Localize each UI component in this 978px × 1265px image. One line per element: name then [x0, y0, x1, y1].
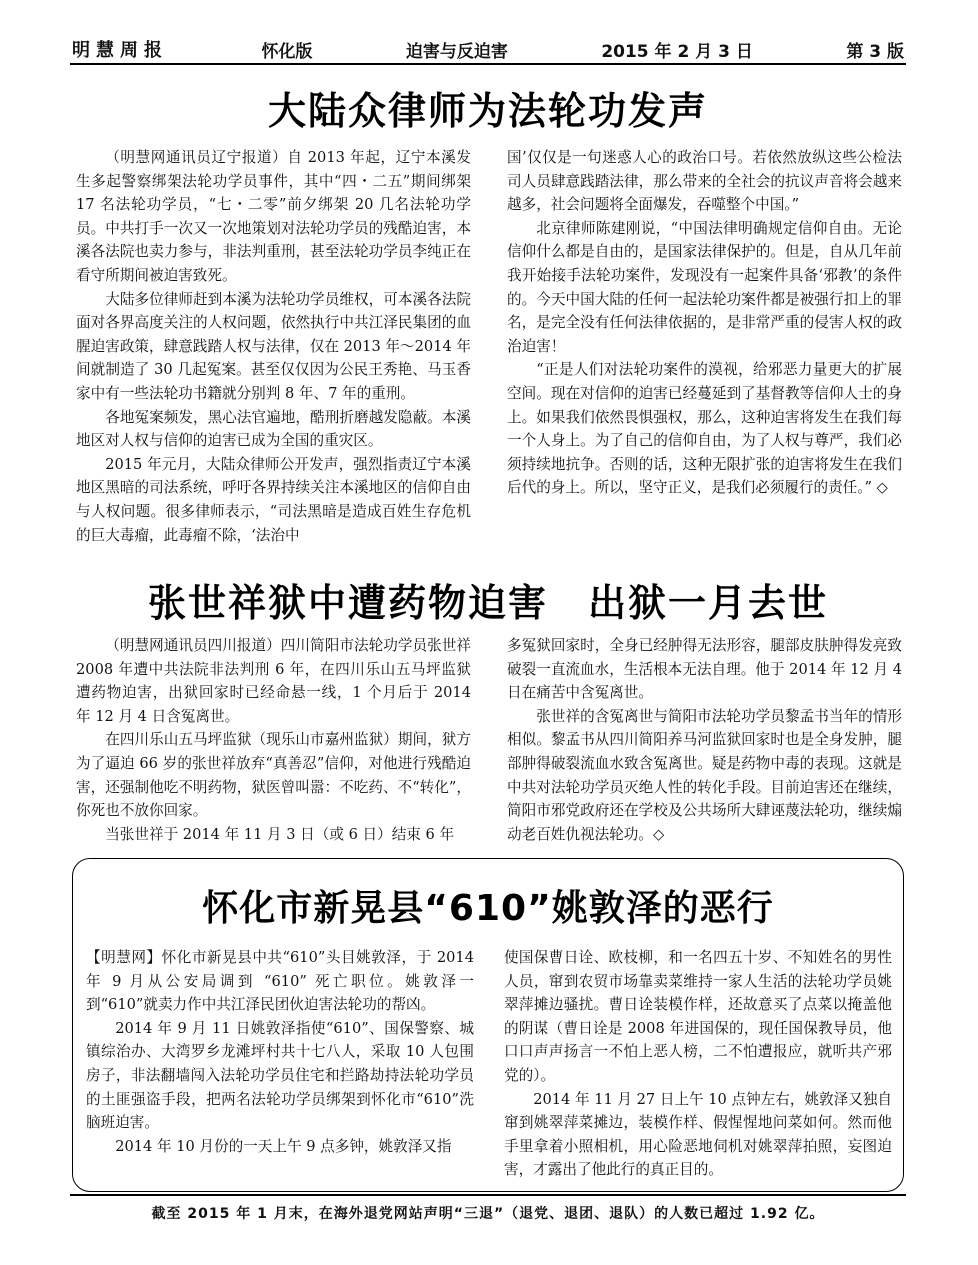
paragraph: 2015 年元月，大陆众律师公开发声，强烈指责辽宁本溪地区黑暗的司法系统，呼吁各界持续关注本溪地区的信仰自由与人权问题。很多律师表示，“司法黑暗是造成百姓生存危机的巨大毒瘤，此毒瘤不除，‘法治中: [76, 455, 471, 544]
article2-title: 张世祥狱中遭药物迫害 出狱一月去世: [147, 580, 828, 625]
article2-body: [76, 634, 902, 846]
paragraph: 当张世祥于 2014 年 11 月 3 日（或 6 日）结束 6 年: [105, 825, 455, 843]
paragraph-continued: 国’仅仅是一句迷惑人心的政治口号。若依然放纵这些公检法司人员肆意践踏法律，那么带来的全社会的抗议声音将会越来越多，社会问题将全面爆发，吞噬整个中国。”: [507, 149, 902, 214]
lead-paragraph: 【明慧网】怀化市新晃县中共“610”头目姚敦泽，于 2014 年 9 月从公安局调到 “610” 死亡职位。姚敦泽一到“610”就卖力作中共江泽民团伙迫害法轮功的帮凶。: [86, 949, 474, 1014]
paragraph: “正是人们对法轮功案件的漠视，给邪恶力量更大的扩展空间。现在对信仰的迫害已经蔓延到了基督教等信仰人士的身上。如果我们依然畏惧强权，那么，这种迫害将发生在我们每一个人身上。为了自己的信仰自由，为了人权与尊严，我们必须持续地抗争。否则的话，这种无限扩张的迫害将发生在我们后代的身上。所以，坚守正义，是我们必须履行的责任。” ◇: [507, 361, 902, 497]
article3-body: [86, 946, 892, 1182]
paragraph: （明慧网通讯员辽宁报道）自 2013 年起，辽宁本溪发生多起警察绑架法轮功学员事件，其中“四・二五”期间绑架 17 名法轮功学员，“七・二零”前夕绑架 20 几名法轮功学员。中共打手一次又一次地策划对法轮功学员的残酷迫害，本溪各法院也卖力参与，非法判重刑，甚至法轮功学员李纯正在看守所期间被迫害致死。: [76, 149, 471, 284]
paragraph: 各地冤案频发，黑心法官遍地，酷刑折磨越发隐蔽。本溪地区对人权与信仰的迫害已成为全国的重灾区。: [76, 408, 471, 450]
article3-title: 怀化市新晃县“610”姚敦泽的恶行: [202, 888, 774, 929]
edition-label: 怀化版: [261, 42, 313, 62]
article1-left-column: [76, 146, 471, 547]
issue-date: 2015 年 2 月 3 日: [601, 42, 753, 62]
paragraph: （明慧网通讯员四川报道）四川简阳市法轮功学员张世祥 2008 年遭中共法院非法判刑 6 年，在四川乐山五马坪监狱遭药物迫害，出狱回家时已经命悬一线，1 个月后于 2014 年 12 月 4 日含冤离世。: [76, 637, 471, 725]
article1-right-column: [507, 146, 902, 547]
paragraph: 张世祥的含冤离世与简阳市法轮功学员黎孟书当年的情形相似。黎孟书从四川简阳养马河监狱回家时也是全身发肿，腿部肿得破裂流血水致含冤离世。疑是药物中毒的表现。这就是中共对法轮功学员灭绝人性的转化手段。目前迫害还在继续，简阳市邪党政府还在学校及公共场所大肆诬蔑法轮功，继续煽动老百姓仇视法轮功。◇: [507, 707, 902, 843]
paragraph-continued: 使国保曹日诠、欧枝柳，和一名四五十岁、不知姓名的男性人员，窜到农贸市场靠卖菜维持一家人生活的法轮功学员姚翠萍摊边骚扰。曹日诠装模作样，还故意买了点菜以掩盖他的阴谋（曹日诠是 2008 年进国保的，现任国保教导员，他口口声声扬言一不怕上恶人榜，二不怕遭报应，就听共产邪党的）。: [504, 949, 892, 1084]
paper-name: 明慧周报: [72, 40, 168, 61]
article2-left-column: [76, 634, 471, 846]
header-divider: [70, 63, 906, 65]
paragraph: 北京律师陈建刚说，“中国法律明确规定信仰自由。无论信仰什么都是自由的，是国家法律保护的。但是，自从几年前我开始接手法轮功案件，发现没有一起案件具备‘邪教’的条件的。今天中国大陆的任何一起法轮功案件都是被强行扣上的罪名，是完全没有任何法律依据的，是非常严重的侵害人权的政治迫害！: [507, 219, 902, 355]
article1-title: 大陆众律师为法轮功发声: [267, 88, 708, 133]
article3-right-column: [504, 946, 892, 1182]
article3-left-column: [86, 946, 474, 1182]
paragraph: 2014 年 10 月份的一天上午 9 点多钟，姚敦泽又指: [115, 1137, 452, 1155]
footer-notice: 截至 2015 年 1 月末，在海外退党网站声明“三退”（退党、退团、退队）的人数已超过 1.92 亿。: [151, 1206, 825, 1222]
paragraph: 大陆多位律师赶到本溪为法轮功学员维权，可本溪各法院面对各界高度关注的人权问题，依然执行中共江泽民集团的血腥迫害政策，肆意践踏人权与法律，仅在 2013 年～2014 年间就制造了 30 几起冤案。甚至仅仅因为公民王秀艳、马玉香家中有一些法轮功书籍就分别判 8 年、7 年的重刑。: [76, 290, 471, 402]
paragraph-continued: 多冤狱回家时，全身已经肿得无法形容，腿部皮肤肿得发亮致破裂一直流血水，生活根本无法自理。他于 2014 年 12 月 4 日在痛苦中含冤离世。: [507, 637, 902, 702]
paragraph: 2014 年 11 月 27 日上午 10 点钟左右，姚敦泽又独自窜到姚翠萍菜摊边，装模作样、假惺惺地问菜如何。然而他手里拿着小照相机，用心险恶地伺机对姚翠萍拍照，妄图迫害，才露出了他此行的真正目的。: [504, 1090, 893, 1179]
page-number: 第 3 版: [846, 42, 904, 62]
article1-body: [76, 146, 902, 547]
article2-right-column: [507, 634, 902, 846]
paragraph: 2014 年 9 月 11 日姚敦泽指使“610”、国保警察、城镇综治办、大湾罗乡龙滩坪村共十七八人，采取 10 人包围房子，非法翻墙闯入法轮功学员住宅和拦路劫持法轮功学员的土匪强盗手段，把两名法轮功学员绑架到怀化市“610”洗脑班迫害。: [86, 1019, 474, 1132]
section-label: 迫害与反迫害: [405, 42, 508, 62]
paragraph: 在四川乐山五马坪监狱（现乐山市嘉州监狱）期间，狱方为了逼迫 66 岁的张世祥放弃“真善忍”信仰，对他进行残酷迫害，还强制他吃不明药物，狱医曾叫嚣：不吃药、不“转化”，你死也不放你回家。: [76, 731, 471, 820]
footer-divider: [70, 1194, 906, 1196]
page-header: [72, 36, 904, 62]
